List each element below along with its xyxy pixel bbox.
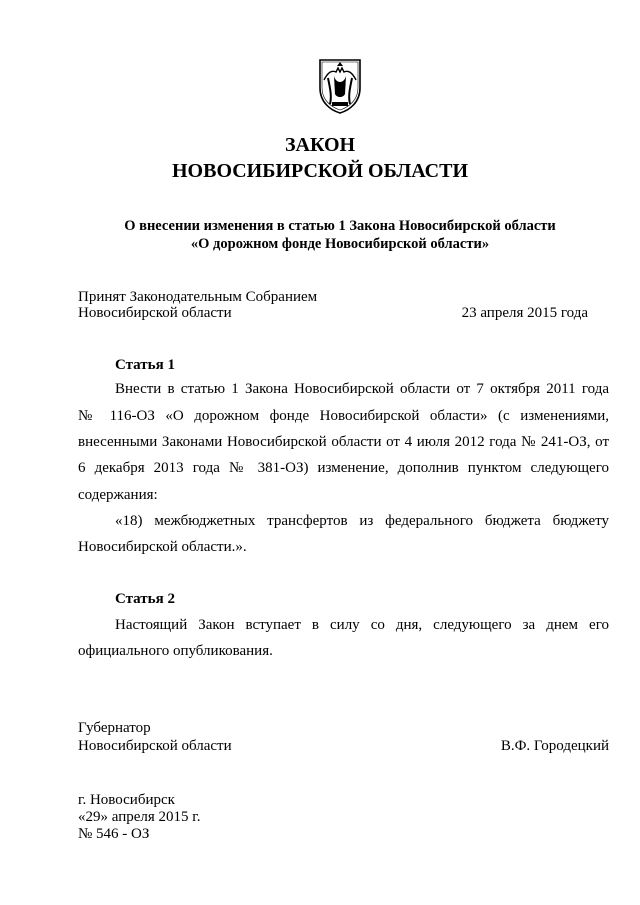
article1-line7: Новосибирской области.».: [78, 539, 247, 555]
article2-heading: Статья 2: [115, 591, 175, 607]
adoption-line2: Новосибирской области: [78, 305, 232, 321]
footer-city: г. Новосибирск: [78, 792, 175, 808]
article1-line6: «18) межбюджетных трансфертов из федерального бюджета бюджету: [115, 513, 609, 529]
article2-line2: официального опубликования.: [78, 643, 273, 659]
signature-name: В.Ф. Городецкий: [500, 738, 609, 754]
law-title-line1: ЗАКОН: [284, 134, 356, 156]
article1-line2: № 116-ОЗ «О дорожном фонде Новосибирской области» (с изменениями,: [78, 408, 609, 424]
law-title-line2: НОВОСИБИРСКОЙ ОБЛАСТИ: [171, 160, 469, 182]
subject-line1: О внесении изменения в статью 1 Закона Новосибирской области: [124, 218, 556, 234]
coat-of-arms-icon: [318, 58, 362, 114]
article2-line1: Настоящий Закон вступает в силу со дня, следующего за днем его: [115, 617, 609, 633]
signature-position-line1: Губернатор: [78, 720, 151, 736]
article1-line5: содержания:: [78, 487, 158, 503]
article1-heading: Статья 1: [115, 357, 175, 373]
adoption-line1: Принят Законодательным Собранием: [78, 289, 318, 305]
footer-number: № 546 - ОЗ: [78, 826, 150, 842]
adoption-date: 23 апреля 2015 года: [461, 305, 588, 321]
footer-date: «29» апреля 2015 г.: [78, 809, 201, 825]
article1-line4: 6 декабря 2013 года № 381-ОЗ) изменение, дополнив пунктом следующего: [78, 460, 609, 476]
subject-line2: «О дорожном фонде Новосибирской области»: [190, 236, 490, 252]
article1-line3: внесенными Законами Новосибирской области от 4 июля 2012 года № 241-ОЗ, от: [78, 434, 609, 450]
signature-position-line2: Новосибирской области: [78, 738, 232, 754]
article1-line1: Внести в статью 1 Закона Новосибирской области от 7 октября 2011 года: [115, 381, 609, 397]
